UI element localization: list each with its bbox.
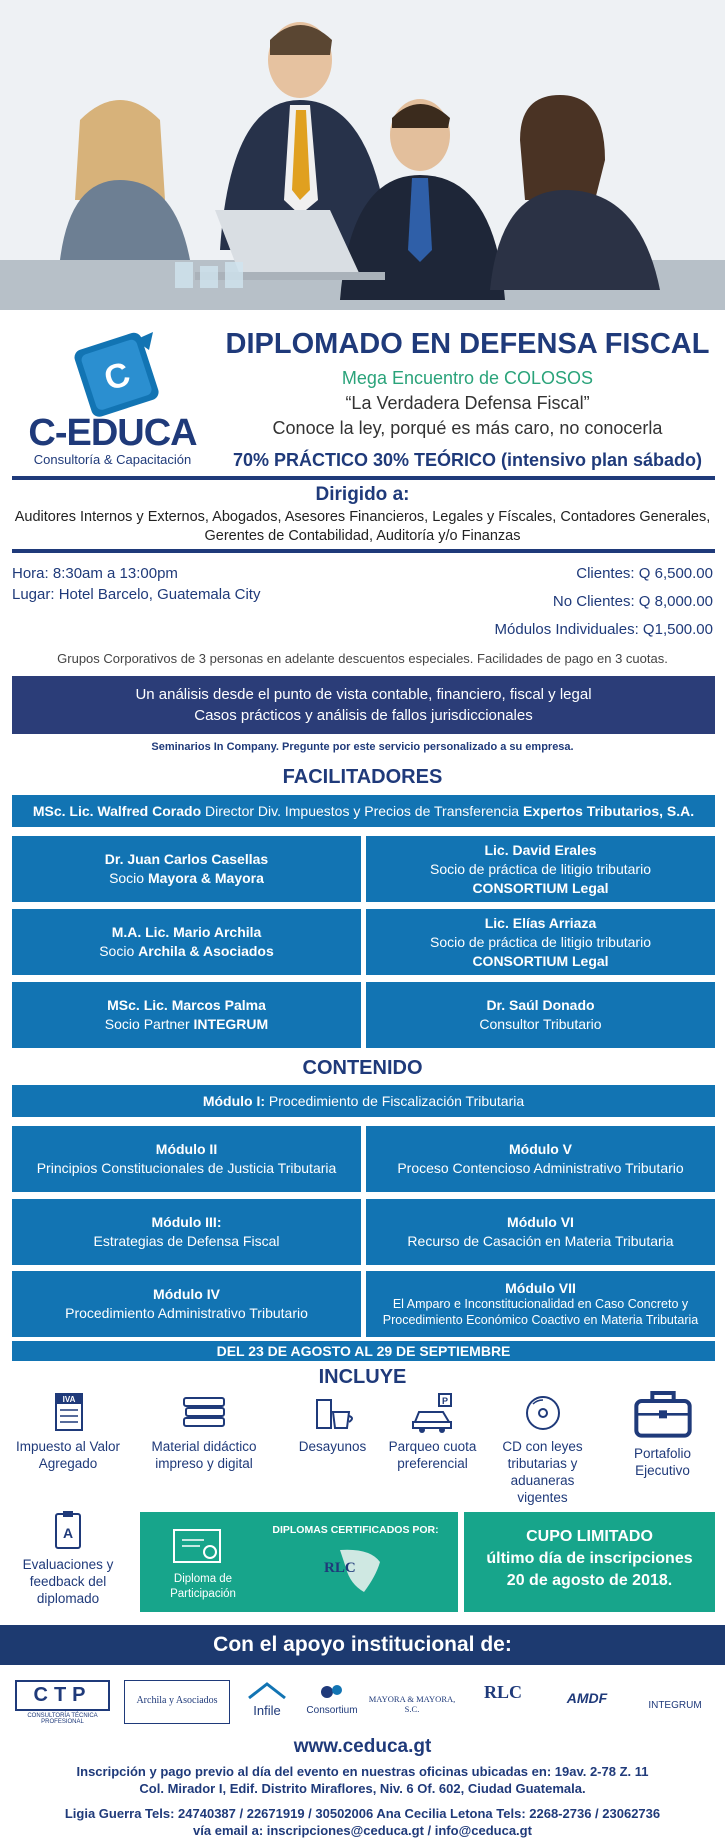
- facilitator-card: [12, 836, 361, 902]
- schedule-time: Hora: 8:30am a 13:00pm: [12, 565, 178, 582]
- module-label: Módulo II: [155, 1141, 218, 1157]
- module-card: [366, 1199, 715, 1265]
- parking-icon: [409, 1392, 457, 1434]
- partner-name: RLC: [483, 1682, 522, 1702]
- schedule-place: Lugar: Hotel Barcelo, Guatemala City: [12, 586, 261, 603]
- partner-logo-infile: [242, 1682, 292, 1718]
- divider: [12, 476, 715, 480]
- facilitator-card: [12, 982, 361, 1048]
- facilitator-role: Socio de práctica de litigio tributario: [429, 860, 651, 877]
- partner-name: Infile: [253, 1703, 281, 1718]
- course-dates: DEL 23 DE AGOSTO AL 29 DE SEPTIEMBRE: [12, 1341, 715, 1361]
- facilitators-heading: FACILITADORES: [282, 766, 443, 788]
- module-card: [12, 1199, 361, 1265]
- banner-line-1: Un análisis desde el punto de vista contable, financiero, fiscal y legal: [135, 686, 592, 703]
- module-card: [366, 1271, 715, 1337]
- footer-email[interactable]: vía email a: inscripciones@ceduca.gt / info@ceduca.gt: [193, 1823, 532, 1838]
- include-label: Evaluaciones y feedback del diplomado: [22, 1557, 114, 1606]
- content-heading: CONTENIDO: [302, 1057, 423, 1079]
- price-modules: Módulos Individuales: Q1,500.00: [494, 621, 713, 638]
- facilitator-name: Lic. Elías Arriaza: [484, 914, 597, 931]
- event-tagline: “La Verdadera Defensa Fiscal”: [345, 393, 590, 413]
- event-slogan: Conoce la ley, porqué es más caro, no conocerla: [272, 418, 663, 438]
- svg-text:P: P: [441, 1396, 448, 1406]
- footer-address-2: Col. Mirador I, Edif. Distrito Miraflores, Niv. 6 Of. 602, Ciudad Guatemala.: [139, 1781, 586, 1796]
- include-label: Portafolio Ejecutivo: [633, 1446, 692, 1478]
- price-non-clients: No Clientes: Q 8,000.00: [552, 593, 713, 610]
- iva-badge: IVA: [62, 1395, 76, 1404]
- lead-facilitator: [12, 795, 715, 827]
- lead-name: MSc. Lic. Walfred Corado: [32, 802, 202, 819]
- hero-photo: [0, 0, 725, 310]
- lead-role: Director Div. Impuestos y Precios de Transferencia: [205, 802, 520, 819]
- audience-text: Auditores Internos y Externos, Abogados, Asesores Financieros, Legales y Físcales, Contadores Generales, Gerentes de Contabilidad, Auditoría y/o Finanzas: [14, 509, 711, 544]
- in-company-note: Seminarios In Company. Pregunte por este servicio personalizado a su empresa.: [151, 741, 574, 753]
- module-label: Módulo IV: [153, 1286, 220, 1302]
- includes-heading: INCLUYE: [318, 1366, 407, 1388]
- footer-address-1: Inscripción y pago previo al día del evento en nuestras oficinas ubicadas en: 19av. 2-78 Z. 11: [76, 1764, 649, 1779]
- briefcase-icon: [631, 1385, 695, 1441]
- facilitator-name: M.A. Lic. Mario Archila: [111, 924, 262, 940]
- facilitator-org: CONSORTIUM Legal: [472, 879, 609, 896]
- include-evaluation: [8, 1510, 128, 1607]
- partner-sub: CONSULTORÍA TÉCNICA PROFESIONAL: [27, 1713, 98, 1725]
- include-iva: [8, 1392, 128, 1472]
- facilitator-name: MSc. Lic. Marcos Palma: [107, 997, 266, 1013]
- partner-logo-rlc: [470, 1682, 536, 1703]
- module-label: Módulo VII: [505, 1280, 576, 1296]
- analysis-banner: [12, 676, 715, 734]
- facilitator-org: CONSORTIUM Legal: [472, 952, 609, 969]
- breakfast-icon: [309, 1392, 357, 1434]
- footer-phones: Ligia Guerra Tels: 24740387 / 22671919 / 30502006 Ana Cecilia Letona Tels: 2268-2736 / 23062736: [64, 1806, 661, 1821]
- module-text: Principios Constitucionales de Justicia Tributaria: [36, 1160, 337, 1176]
- include-label: Impuesto al Valor Agregado: [15, 1439, 121, 1471]
- banner-line-2: Casos prácticos y análisis de fallos jurisdiccionales: [194, 707, 533, 724]
- partner-logo-mayora: MAYORA & MAYORA, S.C.: [368, 1694, 456, 1714]
- include-cd: [490, 1392, 595, 1506]
- include-label: Parqueo cuota preferencial: [388, 1439, 477, 1471]
- facilitator-card: [12, 909, 361, 975]
- module-1: [12, 1085, 715, 1117]
- divider: [12, 549, 715, 553]
- facilitator-card: [366, 909, 715, 975]
- website-link[interactable]: www.ceduca.gt: [293, 1736, 432, 1757]
- partner-logo-consortium: [302, 1682, 362, 1716]
- facilitator-card: [366, 836, 715, 902]
- facilitator-role: Socio: [99, 943, 135, 959]
- limited-seats-panel: [464, 1512, 715, 1612]
- logo-tagline: Consultoría & Capacitación: [33, 452, 192, 467]
- partner-logo-ctp: [15, 1680, 110, 1725]
- module-text: Proceso Contencioso Administrativo Tributario: [397, 1160, 684, 1176]
- rlc-text: RLC: [324, 1560, 356, 1576]
- partner-logo-amdf: AMDF: [566, 1690, 608, 1706]
- page-title: DIPLOMADO EN DEFENSA FISCAL: [225, 328, 710, 360]
- event-subtitle: Mega Encuentro de COLOSOS: [341, 368, 594, 388]
- partner-logo-archila: [124, 1680, 230, 1724]
- diploma-icon: [172, 1526, 222, 1568]
- include-briefcase: [615, 1385, 710, 1479]
- group-discount-note: Grupos Corporativos de 3 personas en adelante descuentos especiales. Facilidades de pago en 3 cuotas.: [57, 651, 668, 666]
- cupo-line-1: CUPO LIMITADO: [526, 1528, 653, 1545]
- partner-name: CTP: [15, 1680, 110, 1711]
- module-text: Recurso de Casación en Materia Tributaria: [407, 1233, 674, 1249]
- books-icon: [180, 1392, 228, 1434]
- svg-text:A: A: [62, 1525, 74, 1541]
- diploma-label: Diploma de Participación: [170, 1573, 236, 1600]
- module-card: [366, 1126, 715, 1192]
- evaluation-icon: [44, 1510, 92, 1552]
- cd-icon: [519, 1392, 567, 1434]
- module-label: Módulo V: [509, 1141, 572, 1157]
- facilitator-role: Socio de práctica de litigio tributario: [429, 933, 651, 950]
- include-label: CD con leyes tributarias y aduaneras vigentes: [502, 1439, 583, 1505]
- facilitator-role: Consultor Tributario: [479, 1016, 602, 1032]
- module-card: [12, 1126, 361, 1192]
- logo-wordmark: C-EDUCA: [28, 412, 197, 454]
- svg-text:C: C: [99, 354, 135, 399]
- include-material: [140, 1392, 268, 1472]
- price-clients: Clientes: Q 6,500.00: [576, 565, 713, 582]
- rlc-logo: [320, 1546, 390, 1596]
- include-parking: [380, 1392, 485, 1472]
- partner-name: Consortium: [306, 1705, 358, 1716]
- facilitator-org: Archila & Asociados: [138, 943, 274, 959]
- facilitator-org: INTEGRUM: [193, 1016, 269, 1032]
- facilitator-role: Socio: [109, 870, 145, 886]
- certified-by: DIPLOMAS CERTIFICADOS POR:: [272, 1524, 439, 1536]
- audience-heading: Dirigido a:: [315, 484, 410, 505]
- partner-logo-integrum: INTEGRUM: [648, 1700, 702, 1711]
- module-text: Procedimiento Administrativo Tributario: [65, 1305, 308, 1321]
- facilitator-role: Socio Partner: [104, 1016, 190, 1032]
- include-label: Material didáctico impreso y digital: [151, 1439, 257, 1471]
- event-mode: 70% PRÁCTICO 30% TEÓRICO (intensivo plan sábado): [232, 450, 703, 470]
- lead-org: Expertos Tributarios, S.A.: [522, 802, 695, 819]
- module-label: Módulo III:: [151, 1214, 222, 1230]
- facilitator-name: Dr. Juan Carlos Casellas: [104, 851, 269, 867]
- include-breakfast: [285, 1392, 380, 1455]
- ceduca-logo: [25, 320, 200, 470]
- module-text: Estrategias de Defensa Fiscal: [93, 1233, 280, 1249]
- include-label: Desayunos: [298, 1439, 367, 1454]
- diploma-panel: [140, 1512, 458, 1612]
- cupo-line-3: 20 de agosto de 2018.: [506, 1572, 673, 1589]
- partner-name: Archila y Asociados: [136, 1695, 218, 1706]
- iva-icon: [44, 1392, 92, 1434]
- module-label: Módulo I:: [202, 1092, 266, 1109]
- module-card: [12, 1271, 361, 1337]
- cupo-line-2: último día de inscripciones: [486, 1550, 693, 1567]
- module-label: Módulo VI: [507, 1214, 574, 1230]
- facilitator-org: Mayora & Mayora: [147, 870, 264, 886]
- facilitator-name: Lic. David Erales: [484, 841, 597, 858]
- module-text: El Amparo e Inconstitucionalidad en Caso Concreto y Procedimiento Económico Coactivo en Materia Tributaria: [382, 1297, 699, 1327]
- support-heading: Con el apoyo institucional de:: [0, 1625, 725, 1665]
- facilitator-name: Dr. Saúl Donado: [486, 997, 595, 1013]
- facilitator-card: [366, 982, 715, 1048]
- module-text: Procedimiento de Fiscalización Tributaria: [268, 1092, 525, 1109]
